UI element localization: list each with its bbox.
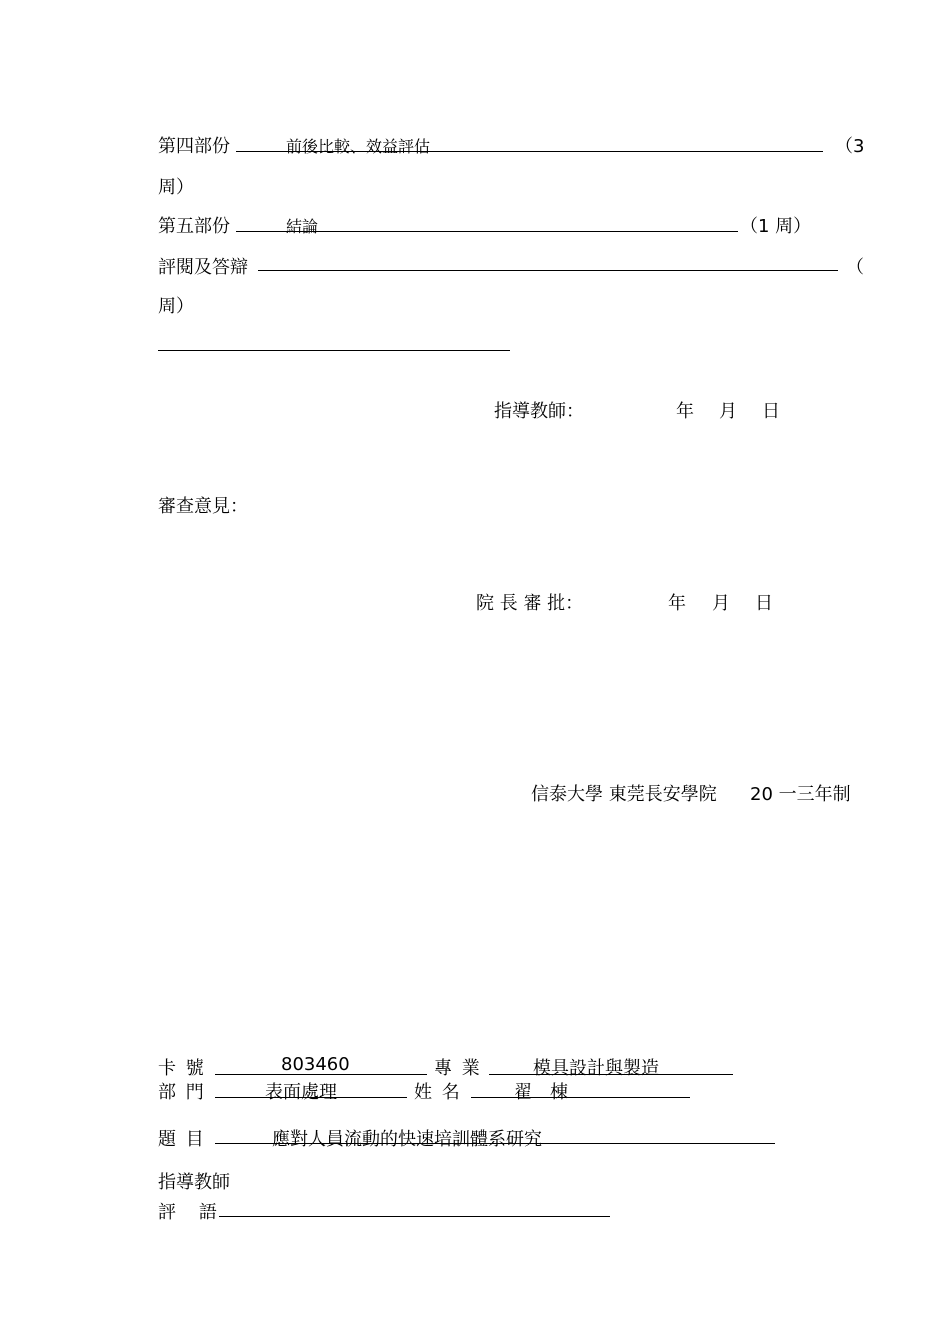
part5-topic: 結論: [286, 217, 319, 236]
separator-line: [158, 350, 510, 351]
comment-underline: [219, 1216, 610, 1217]
dean-sign-month: 月: [712, 593, 730, 614]
institution-name: 信泰大學 東莞長安學院: [531, 784, 717, 805]
part4-duration-close: 周）: [158, 177, 194, 198]
dean-sign-day: 日: [755, 593, 773, 614]
card-no-value: 803460: [281, 1054, 350, 1075]
topic-value: 應對人員流動的快速培訓體系研究: [272, 1129, 542, 1149]
name-value: 翟 棟: [514, 1082, 568, 1102]
advisor-label: 指導教師: [158, 1172, 230, 1193]
advisor-sign-day: 日: [762, 401, 780, 422]
part5-duration: （1 周）: [740, 216, 812, 237]
advisor-sign-label: 指導教師：: [494, 401, 584, 422]
major-label: 專 業: [434, 1058, 482, 1079]
review-underline: [258, 270, 838, 271]
part4-label: 第四部份: [158, 136, 230, 157]
card-no-label: 卡 號: [158, 1058, 206, 1079]
dean-sign-year: 年: [668, 593, 686, 614]
review-opinion-label: 審查意見：: [158, 496, 248, 517]
name-underline: [471, 1097, 690, 1098]
dept-value: 表面處理: [265, 1082, 337, 1102]
name-label: 姓 名: [414, 1082, 462, 1103]
dean-sign-label: 院 長 審 批：: [476, 593, 584, 614]
review-label: 評閱及答辯: [158, 257, 248, 278]
part4-duration-open: （3: [835, 136, 865, 157]
year-system: 20 一三年制: [750, 784, 851, 805]
major-value: 模具設計與製造: [533, 1058, 659, 1078]
advisor-sign-month: 月: [719, 401, 737, 422]
part5-label: 第五部份: [158, 216, 230, 237]
review-duration-close: 周）: [158, 296, 194, 317]
review-duration-open: （: [846, 257, 864, 278]
comment-label: 評 語: [158, 1202, 217, 1223]
topic-label: 題 目: [158, 1129, 206, 1150]
advisor-sign-year: 年: [676, 401, 694, 422]
part4-topic: 前後比較、效益評估: [286, 137, 431, 156]
dept-label: 部 門: [158, 1082, 206, 1103]
